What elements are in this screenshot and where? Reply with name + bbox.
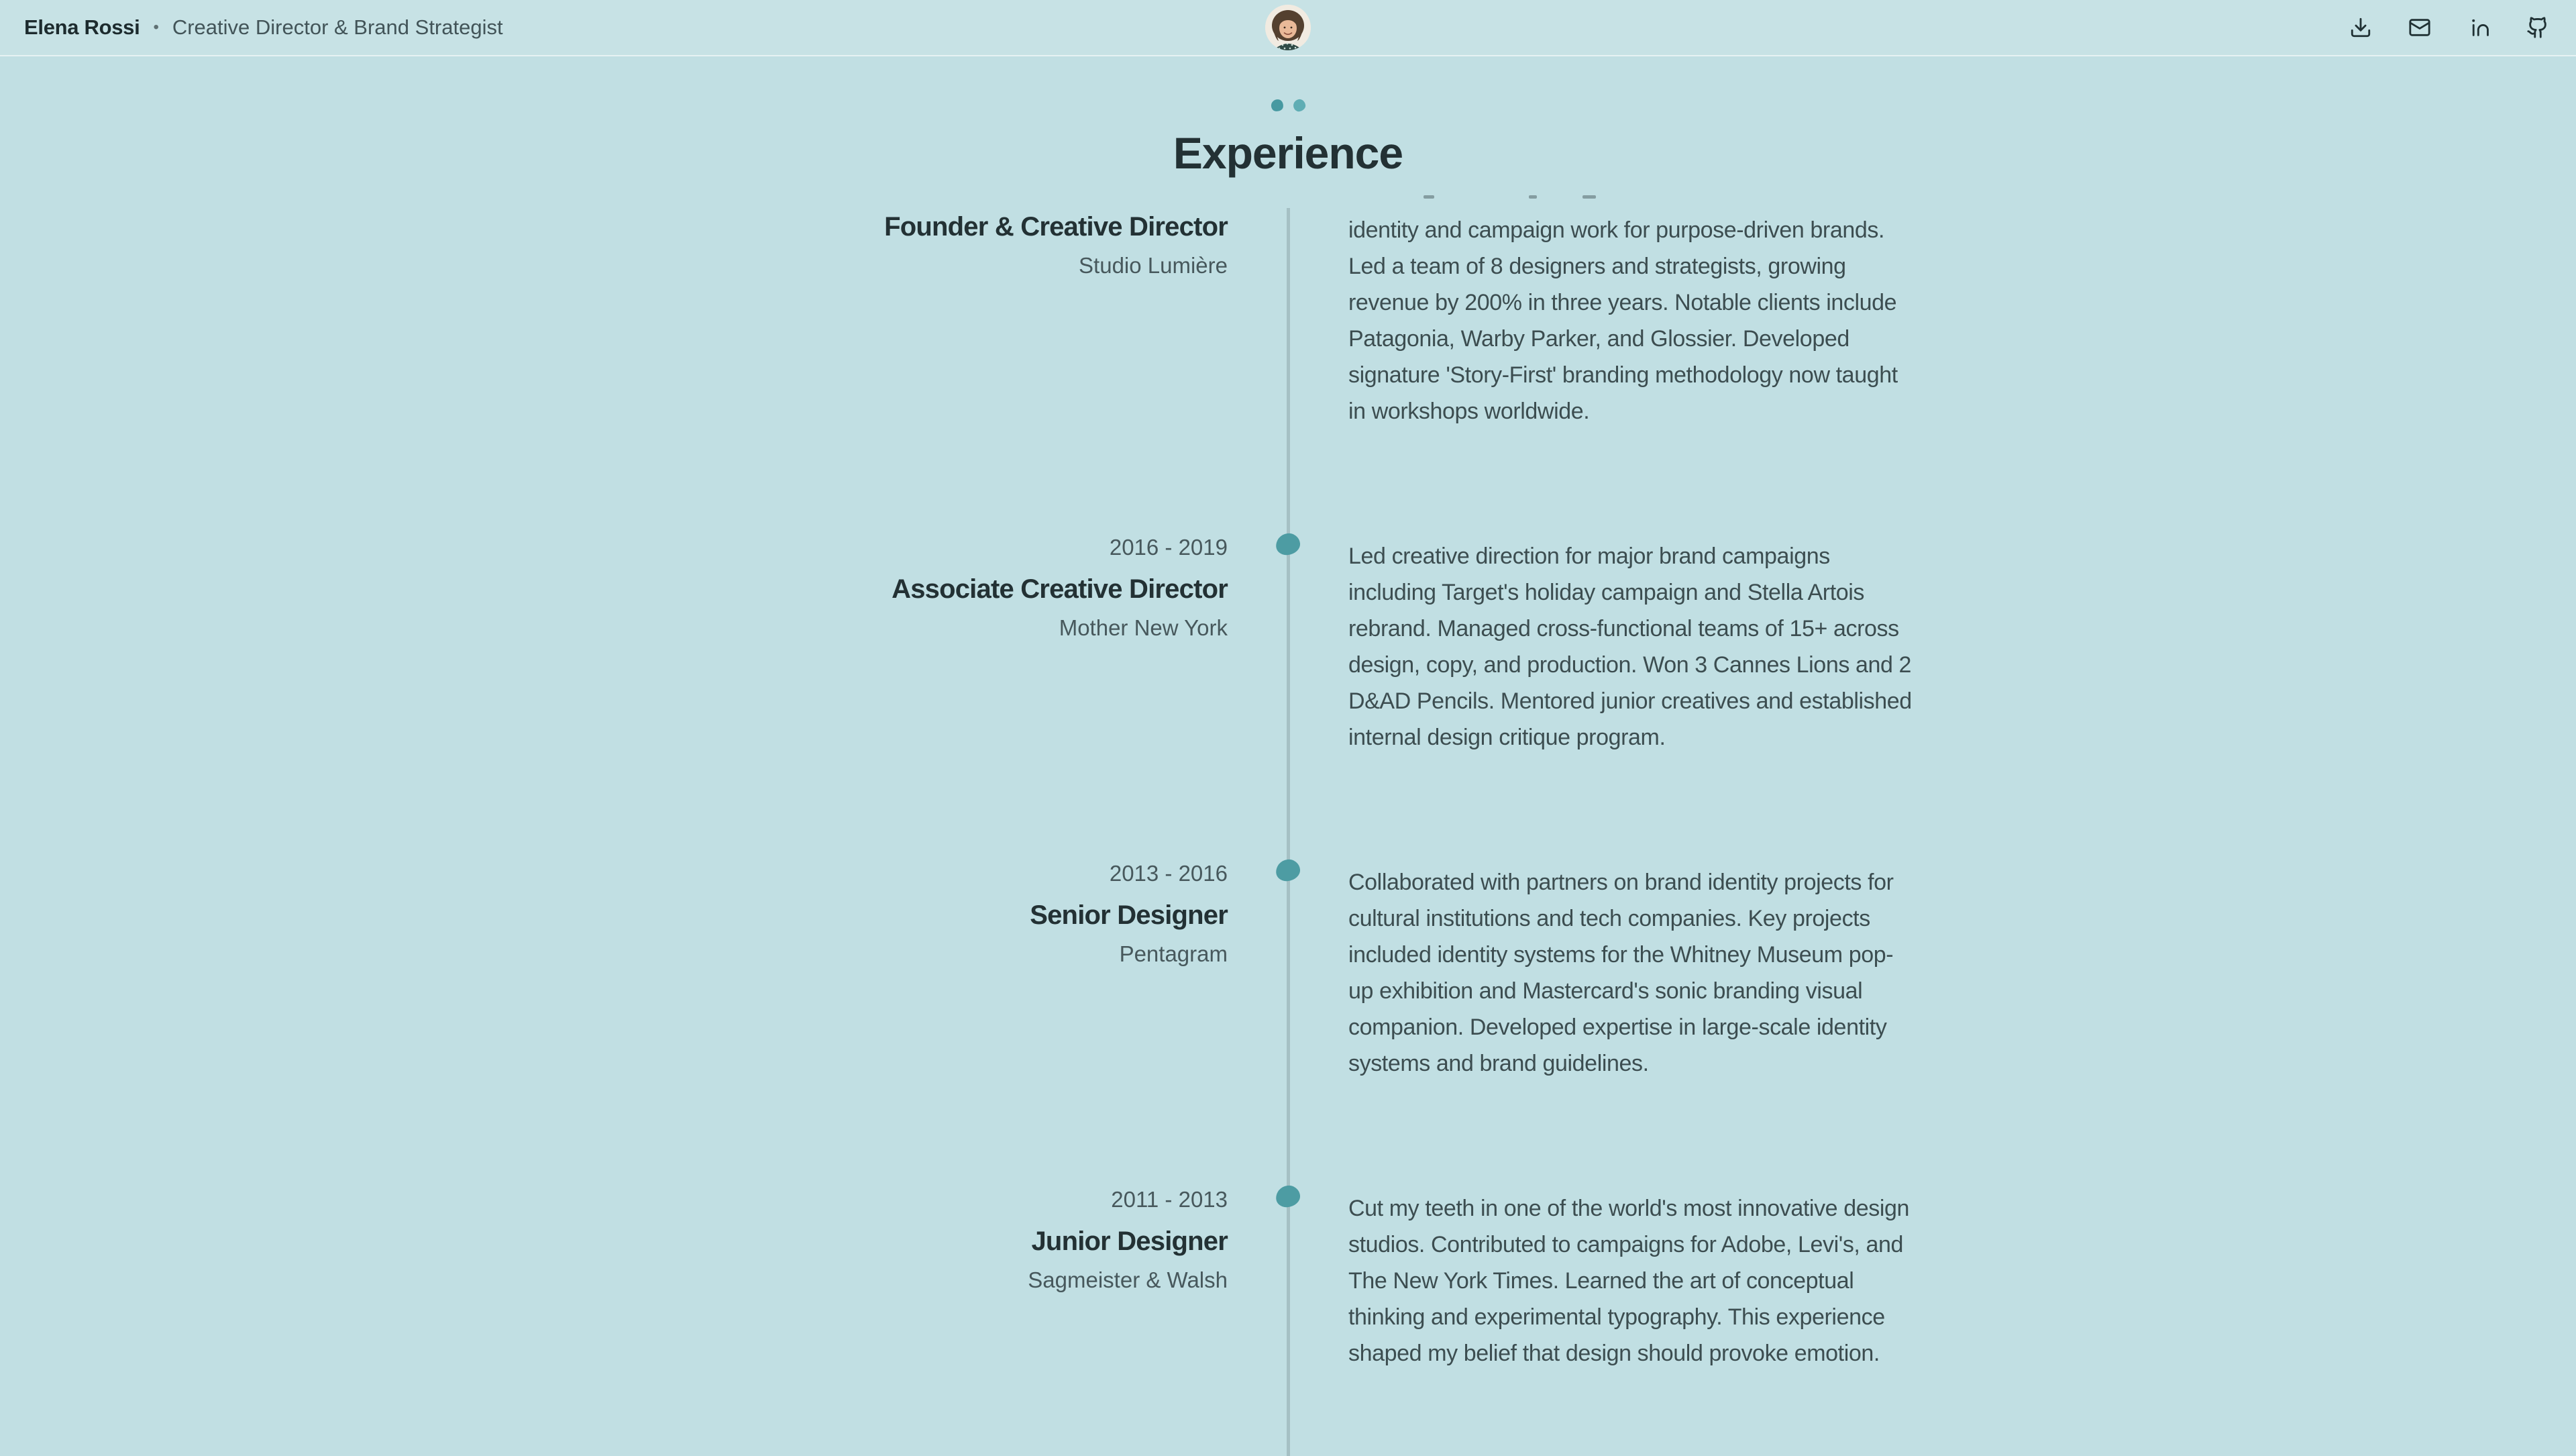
entry-meta bbox=[0, 534, 1228, 756]
entry-company: Sagmeister & Walsh bbox=[1028, 1267, 1228, 1292]
experience-section bbox=[0, 99, 2576, 1371]
entry-body bbox=[1348, 860, 2576, 1082]
timeline-gutter bbox=[1228, 1186, 1348, 1371]
timeline-gutter bbox=[1228, 534, 1348, 756]
indicator-dot-active[interactable] bbox=[1270, 99, 1283, 112]
entry-description: identity and campaign work for purpose-driven brands. Led a team of 8 designers and strategists, growing revenue by 200% in three years. Notable clients include Patagonia, Warby Parker, and Glossier. Developed signature 'Story-First' branding methodology now taught in workshops worldwide. bbox=[1348, 217, 1898, 424]
github-button[interactable] bbox=[2524, 13, 2552, 42]
experience-timeline bbox=[0, 208, 2576, 1371]
timeline-entry bbox=[0, 1186, 2576, 1371]
identity-block bbox=[24, 15, 503, 40]
mail-icon bbox=[2408, 16, 2431, 39]
entry-company: Pentagram bbox=[1119, 941, 1228, 966]
timeline-entry bbox=[0, 208, 2576, 429]
entry-body bbox=[1348, 534, 2576, 756]
avatar-photo bbox=[1265, 5, 1311, 50]
timeline-gutter bbox=[1228, 860, 1348, 1082]
entry-date: 2016 - 2019 bbox=[1109, 535, 1228, 560]
entry-description: Collaborated with partners on brand identity projects for cultural institutions and tech companies. Key projects included identity systems for the Whitney Museum pop-up exhibition and Mastercard's sonic branding visual companion. Developed expertise in large-scale identity systems and brand guidelines. bbox=[1348, 870, 1894, 1076]
section-title: Experience bbox=[1173, 128, 1403, 178]
header-actions bbox=[2347, 13, 2552, 42]
download-icon bbox=[2349, 16, 2372, 39]
email-button[interactable] bbox=[2406, 13, 2434, 42]
entry-description: Led creative direction for major brand campaigns including Target's holiday campaign and Stella Artois rebrand. Managed cross-functional teams of 15+ across design, copy, and production. Won 3 Cannes Lions and 2 D&AD Pencils. Mentored junior creatives and established internal design critique program. bbox=[1348, 543, 1912, 750]
separator-dot: • bbox=[153, 18, 159, 36]
entry-description: Cut my teeth in one of the world's most innovative design studios. Contributed to campaigns for Adobe, Levi's, and The New York Times. Learned the art of conceptual thinking and experimental typography. This experience shaped my belief that design should provoke emotion. bbox=[1348, 1196, 1910, 1366]
linkedin-icon bbox=[2467, 16, 2490, 39]
entry-title: Senior Designer bbox=[1030, 900, 1228, 930]
person-name: Elena Rossi bbox=[24, 15, 140, 39]
entry-title: Junior Designer bbox=[1031, 1227, 1228, 1256]
section-indicator-dots bbox=[0, 99, 2576, 111]
top-bar bbox=[0, 0, 2576, 56]
person-role: Creative Director & Brand Strategist bbox=[172, 15, 503, 39]
entry-date: 2013 - 2016 bbox=[1109, 861, 1228, 886]
entry-meta bbox=[0, 208, 1228, 429]
timeline-entry bbox=[0, 860, 2576, 1082]
entry-body bbox=[1348, 208, 2576, 429]
entry-title: Founder & Creative Director bbox=[884, 212, 1228, 242]
entry-body bbox=[1348, 1186, 2576, 1371]
clipped-text-remnant bbox=[1348, 193, 2576, 199]
indicator-dot[interactable] bbox=[1292, 99, 1306, 113]
entry-date: 2011 - 2013 bbox=[1111, 1187, 1228, 1212]
entry-title: Associate Creative Director bbox=[892, 574, 1228, 604]
entry-meta bbox=[0, 1186, 1228, 1371]
linkedin-button[interactable] bbox=[2465, 13, 2493, 42]
entry-meta bbox=[0, 860, 1228, 1082]
download-button[interactable] bbox=[2347, 13, 2375, 42]
timeline-entry bbox=[0, 534, 2576, 756]
avatar[interactable] bbox=[1265, 5, 1311, 50]
timeline-gutter bbox=[1228, 208, 1348, 429]
entry-company: Mother New York bbox=[1059, 615, 1228, 640]
github-icon bbox=[2526, 16, 2549, 39]
entry-company: Studio Lumière bbox=[1079, 253, 1228, 278]
